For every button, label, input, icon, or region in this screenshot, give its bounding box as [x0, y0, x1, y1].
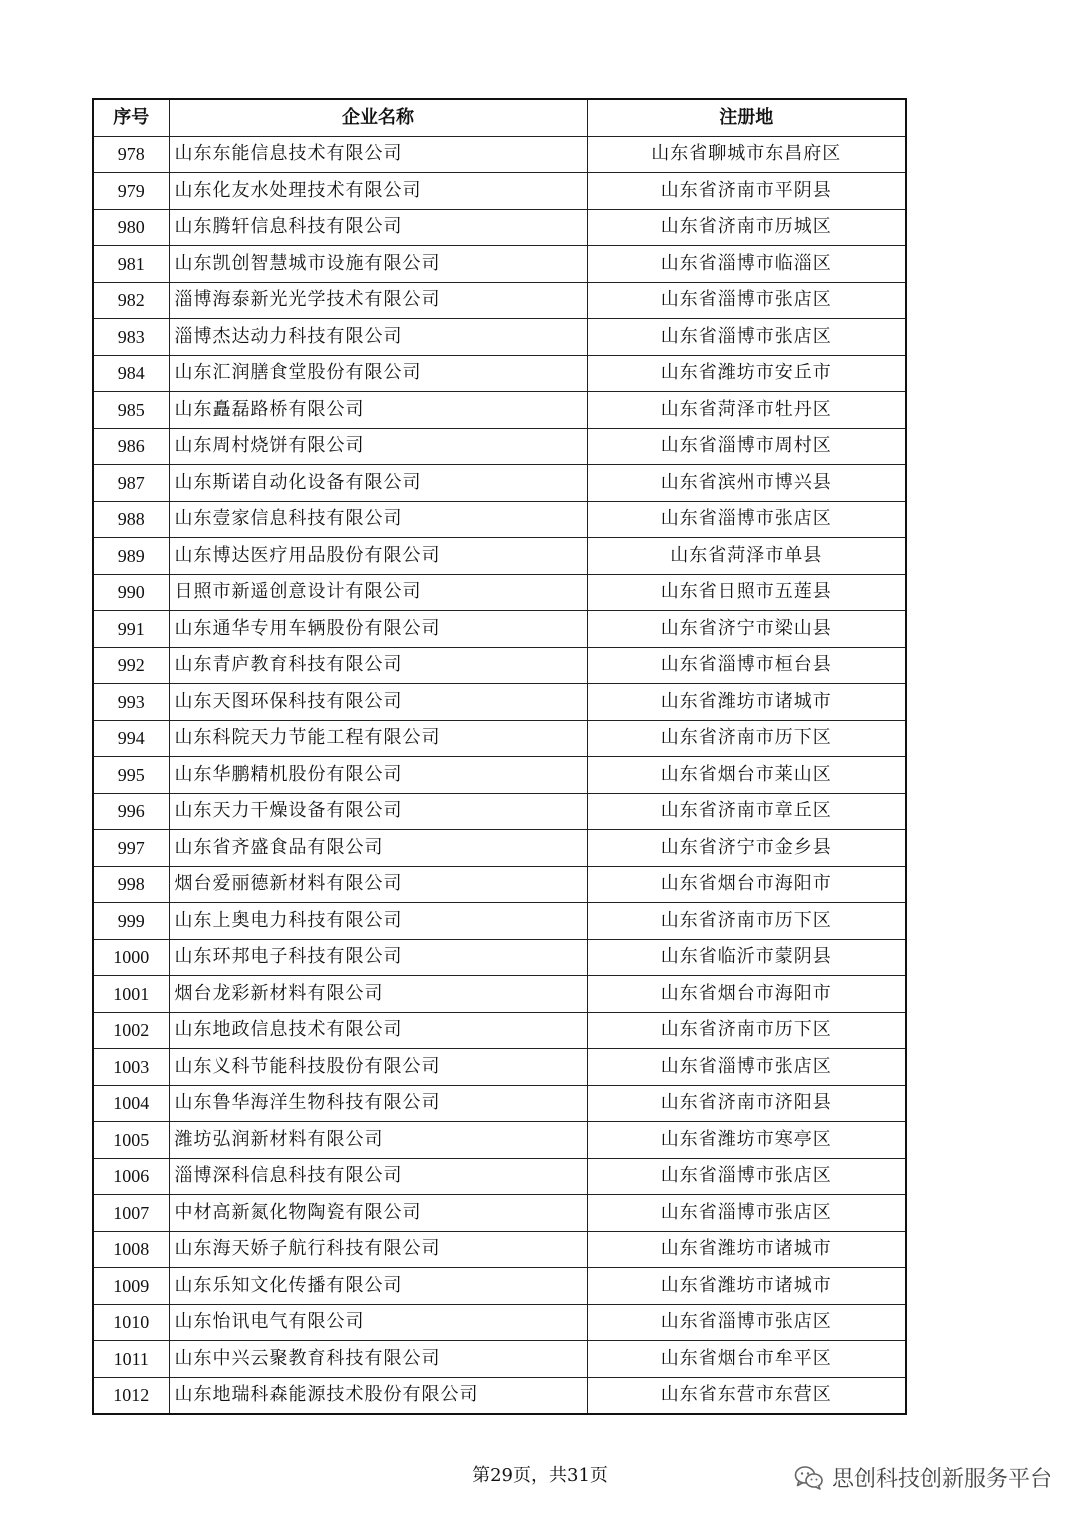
cell-serial-number: 982: [93, 282, 169, 319]
enterprise-table: [92, 98, 907, 1415]
cell-serial-number: 981: [93, 246, 169, 283]
cell-registered-location: 山东省潍坊市诸城市: [587, 1231, 906, 1268]
cell-company-name: 山东上奥电力科技有限公司: [169, 903, 587, 940]
cell-serial-number: 987: [93, 465, 169, 502]
cell-serial-number: 992: [93, 647, 169, 684]
cell-company-name: 山东腾轩信息科技有限公司: [169, 209, 587, 246]
cell-registered-location: 山东省潍坊市诸城市: [587, 1268, 906, 1305]
cell-company-name: 山东斯诺自动化设备有限公司: [169, 465, 587, 502]
table-row: [93, 1377, 906, 1414]
cell-registered-location: 山东省淄博市周村区: [587, 428, 906, 465]
table-row: [93, 428, 906, 465]
cell-serial-number: 1000: [93, 939, 169, 976]
cell-serial-number: 1007: [93, 1195, 169, 1232]
cell-serial-number: 1005: [93, 1122, 169, 1159]
cell-registered-location: 山东省淄博市张店区: [587, 1049, 906, 1086]
table-row: [93, 574, 906, 611]
cell-registered-location: 山东省济南市历下区: [587, 720, 906, 757]
table-row: [93, 647, 906, 684]
table-row: [93, 1304, 906, 1341]
header-company-name: 企业名称: [169, 99, 587, 136]
cell-registered-location: 山东省淄博市张店区: [587, 282, 906, 319]
cell-serial-number: 979: [93, 173, 169, 210]
cell-registered-location: 山东省淄博市张店区: [587, 501, 906, 538]
header-row: [93, 99, 906, 136]
header-registered-location: 注册地: [587, 99, 906, 136]
cell-company-name: 山东乐知文化传播有限公司: [169, 1268, 587, 1305]
cell-company-name: 山东天图环保科技有限公司: [169, 684, 587, 721]
cell-serial-number: 1002: [93, 1012, 169, 1049]
table-row: [93, 1049, 906, 1086]
cell-company-name: 山东省齐盛食品有限公司: [169, 830, 587, 867]
cell-registered-location: 山东省淄博市桓台县: [587, 647, 906, 684]
table-header: [93, 99, 906, 136]
cell-company-name: 中材高新氮化物陶瓷有限公司: [169, 1195, 587, 1232]
table-row: [93, 1122, 906, 1159]
cell-serial-number: 1008: [93, 1231, 169, 1268]
table-row: [93, 793, 906, 830]
cell-serial-number: 997: [93, 830, 169, 867]
cell-company-name: 山东环邦电子科技有限公司: [169, 939, 587, 976]
cell-registered-location: 山东省淄博市张店区: [587, 1304, 906, 1341]
table-row: [93, 173, 906, 210]
cell-registered-location: 山东省菏泽市单县: [587, 538, 906, 575]
cell-company-name: 日照市新遥创意设计有限公司: [169, 574, 587, 611]
table-row: [93, 1085, 906, 1122]
cell-serial-number: 995: [93, 757, 169, 794]
table-row: [93, 1012, 906, 1049]
cell-serial-number: 994: [93, 720, 169, 757]
cell-company-name: 山东周村烧饼有限公司: [169, 428, 587, 465]
cell-company-name: 淄博杰达动力科技有限公司: [169, 319, 587, 356]
table-row: [93, 866, 906, 903]
table-row: [93, 1268, 906, 1305]
table-row: [93, 830, 906, 867]
table-row: [93, 136, 906, 173]
table-row: [93, 282, 906, 319]
table-row: [93, 355, 906, 392]
cell-company-name: 淄博深科信息科技有限公司: [169, 1158, 587, 1195]
wechat-icon: [794, 1465, 824, 1491]
cell-company-name: 山东科院天力节能工程有限公司: [169, 720, 587, 757]
cell-company-name: 山东化友水处理技术有限公司: [169, 173, 587, 210]
cell-registered-location: 山东省淄博市临淄区: [587, 246, 906, 283]
cell-serial-number: 993: [93, 684, 169, 721]
cell-serial-number: 1001: [93, 976, 169, 1013]
table-body: [93, 136, 906, 1414]
cell-registered-location: 山东省日照市五莲县: [587, 574, 906, 611]
cell-registered-location: 山东省济宁市梁山县: [587, 611, 906, 648]
table-row: [93, 757, 906, 794]
cell-serial-number: 980: [93, 209, 169, 246]
cell-registered-location: 山东省滨州市博兴县: [587, 465, 906, 502]
cell-company-name: 淄博海泰新光光学技术有限公司: [169, 282, 587, 319]
cell-registered-location: 山东省淄博市张店区: [587, 319, 906, 356]
cell-registered-location: 山东省济南市章丘区: [587, 793, 906, 830]
table-row: [93, 538, 906, 575]
cell-serial-number: 999: [93, 903, 169, 940]
cell-registered-location: 山东省济南市历下区: [587, 1012, 906, 1049]
cell-registered-location: 山东省济南市济阳县: [587, 1085, 906, 1122]
cell-company-name: 山东壹家信息科技有限公司: [169, 501, 587, 538]
cell-company-name: 山东地瑞科森能源技术股份有限公司: [169, 1377, 587, 1414]
cell-serial-number: 1009: [93, 1268, 169, 1305]
cell-company-name: 山东华鹏精机股份有限公司: [169, 757, 587, 794]
cell-company-name: 山东通华专用车辆股份有限公司: [169, 611, 587, 648]
cell-serial-number: 991: [93, 611, 169, 648]
cell-company-name: 烟台龙彩新材料有限公司: [169, 976, 587, 1013]
cell-serial-number: 1010: [93, 1304, 169, 1341]
table-row: [93, 684, 906, 721]
cell-serial-number: 984: [93, 355, 169, 392]
header-serial-number: 序号: [93, 99, 169, 136]
cell-serial-number: 998: [93, 866, 169, 903]
cell-registered-location: 山东省潍坊市寒亭区: [587, 1122, 906, 1159]
cell-serial-number: 986: [93, 428, 169, 465]
cell-serial-number: 996: [93, 793, 169, 830]
cell-registered-location: 山东省潍坊市安丘市: [587, 355, 906, 392]
page-number: 第29页，共31页: [472, 1465, 608, 1486]
table-row: [93, 1341, 906, 1378]
cell-company-name: 山东地政信息技术有限公司: [169, 1012, 587, 1049]
table-row: [93, 939, 906, 976]
cell-company-name: 烟台爱丽德新材料有限公司: [169, 866, 587, 903]
cell-company-name: 山东海天娇子航行科技有限公司: [169, 1231, 587, 1268]
cell-company-name: 山东东能信息技术有限公司: [169, 136, 587, 173]
cell-company-name: 山东中兴云聚教育科技有限公司: [169, 1341, 587, 1378]
cell-serial-number: 1012: [93, 1377, 169, 1414]
cell-serial-number: 983: [93, 319, 169, 356]
cell-registered-location: 山东省菏泽市牡丹区: [587, 392, 906, 429]
cell-serial-number: 1004: [93, 1085, 169, 1122]
cell-company-name: 山东汇润膳食堂股份有限公司: [169, 355, 587, 392]
table-row: [93, 501, 906, 538]
table-row: [93, 246, 906, 283]
cell-registered-location: 山东省济宁市金乡县: [587, 830, 906, 867]
cell-serial-number: 989: [93, 538, 169, 575]
table-row: [93, 1231, 906, 1268]
table-row: [93, 1195, 906, 1232]
cell-registered-location: 山东省烟台市海阳市: [587, 866, 906, 903]
cell-registered-location: 山东省临沂市蒙阴县: [587, 939, 906, 976]
cell-registered-location: 山东省烟台市莱山区: [587, 757, 906, 794]
cell-registered-location: 山东省烟台市海阳市: [587, 976, 906, 1013]
cell-registered-location: 山东省东营市东营区: [587, 1377, 906, 1414]
watermark: [794, 1462, 1052, 1493]
cell-serial-number: 1003: [93, 1049, 169, 1086]
cell-company-name: 潍坊弘润新材料有限公司: [169, 1122, 587, 1159]
cell-registered-location: 山东省聊城市东昌府区: [587, 136, 906, 173]
table-row: [93, 903, 906, 940]
cell-company-name: 山东义科节能科技股份有限公司: [169, 1049, 587, 1086]
cell-serial-number: 978: [93, 136, 169, 173]
cell-company-name: 山东天力干燥设备有限公司: [169, 793, 587, 830]
cell-registered-location: 山东省济南市历下区: [587, 903, 906, 940]
cell-company-name: 山东凯创智慧城市设施有限公司: [169, 246, 587, 283]
cell-company-name: 山东博达医疗用品股份有限公司: [169, 538, 587, 575]
table-row: [93, 720, 906, 757]
table-row: [93, 209, 906, 246]
cell-registered-location: 山东省济南市历城区: [587, 209, 906, 246]
cell-serial-number: 990: [93, 574, 169, 611]
table-row: [93, 976, 906, 1013]
cell-company-name: 山东青庐教育科技有限公司: [169, 647, 587, 684]
cell-serial-number: 1011: [93, 1341, 169, 1378]
table-row: [93, 465, 906, 502]
table-row: [93, 392, 906, 429]
cell-registered-location: 山东省淄博市张店区: [587, 1158, 906, 1195]
cell-company-name: 山东矗磊路桥有限公司: [169, 392, 587, 429]
table-row: [93, 319, 906, 356]
table-row: [93, 1158, 906, 1195]
cell-serial-number: 985: [93, 392, 169, 429]
cell-registered-location: 山东省济南市平阴县: [587, 173, 906, 210]
watermark-text: 思创科技创新服务平台: [831, 1467, 1052, 1492]
cell-company-name: 山东怡讯电气有限公司: [169, 1304, 587, 1341]
cell-registered-location: 山东省潍坊市诸城市: [587, 684, 906, 721]
cell-serial-number: 1006: [93, 1158, 169, 1195]
cell-company-name: 山东鲁华海洋生物科技有限公司: [169, 1085, 587, 1122]
cell-registered-location: 山东省烟台市牟平区: [587, 1341, 906, 1378]
table-row: [93, 611, 906, 648]
cell-registered-location: 山东省淄博市张店区: [587, 1195, 906, 1232]
cell-serial-number: 988: [93, 501, 169, 538]
